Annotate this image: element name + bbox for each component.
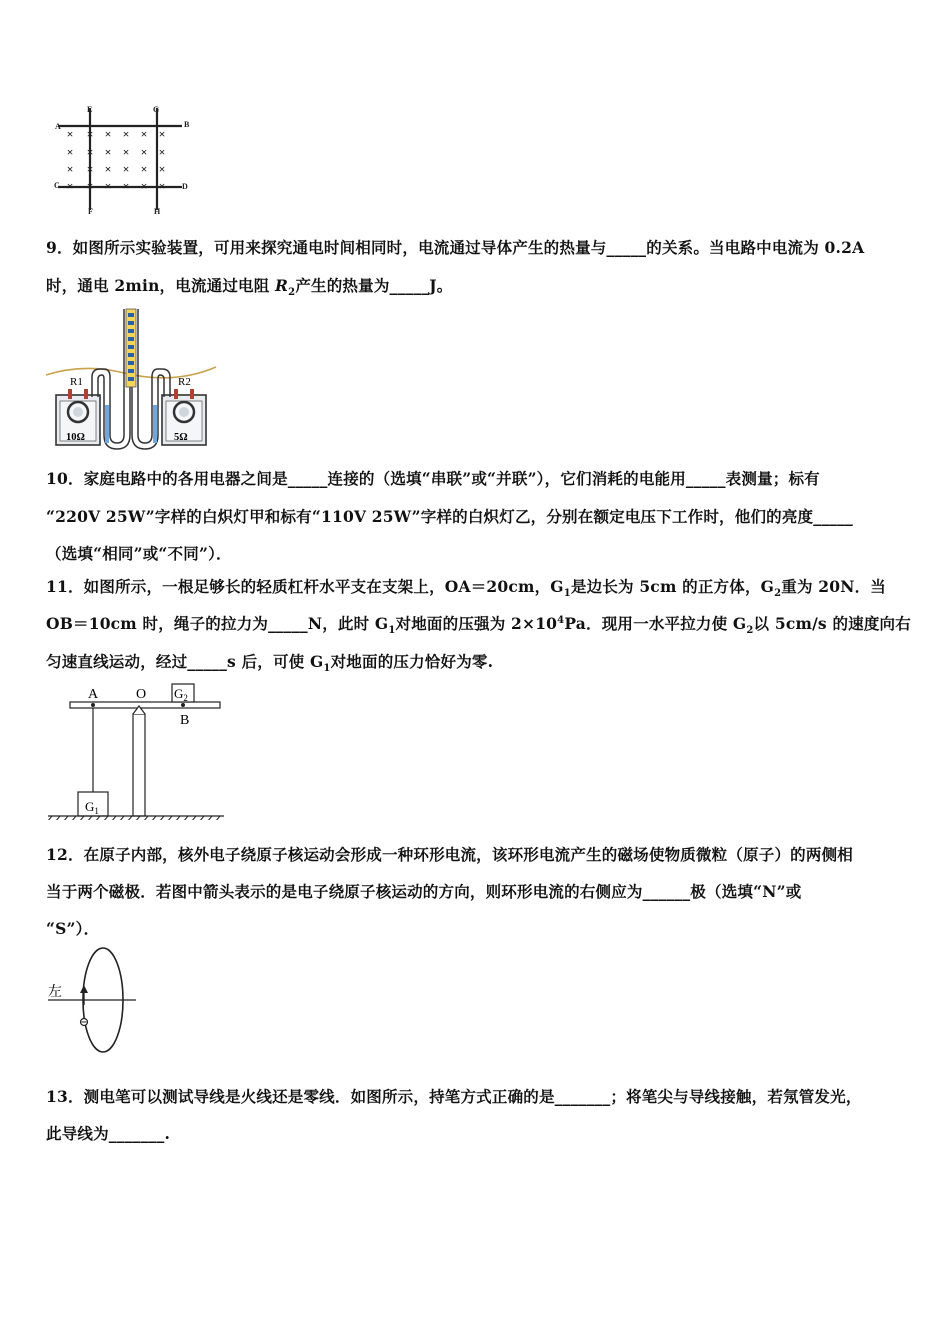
fig1-label-e: E [87,105,93,114]
svg-text:×: × [66,179,74,193]
lever-label-b: B [180,713,190,728]
fig1-label-a: A [55,122,61,131]
q10-line-2: “220V 25W”字样的白炽灯甲和标有“110V 25W”字样的白炽灯乙，分别在额定电压下工作时，他们的亮度_____ [46,507,853,526]
svg-text:×: × [158,179,166,193]
lever-label-o: O [136,687,147,702]
q9-line-1: 9．如图所示实验装置，可用来探究通电时间相同时，电流通过导体产生的热量与_____的关系。当电路中电流为 0.2A [46,238,865,257]
svg-text:×: × [122,127,130,141]
svg-text:×: × [140,179,148,193]
q10-line-1: 10．家庭电路中的各用电器之间是_____连接的（选填“串联”或“并联”），它们消耗的电能用_____表测量；标有 [46,469,820,488]
q11-line-2: OB＝10cm 时，绳子的拉力为_____N，此时 $G_1$对地面的压强为 $2\times 10^4Pa$．现用一水平拉力使 $G_2$以 5cm/s 的速度向右 [46,614,911,637]
joule-heating-figure [44,305,219,450]
fig-5ohm-label: 5Ω [174,432,188,443]
q12-line-2: 当于两个磁极．若图中箭头表示的是电子绕原子核运动的方向，则环形电流的右侧应为______极（选填“N”或 [46,882,802,901]
fig-r2-label: R2 [178,376,191,388]
q12-line-3: “S”）． [46,919,100,938]
fig1-label-d: D [182,182,188,191]
svg-text:×: × [158,145,166,159]
q11-line-3: 匀速直线运动，经过_____s 后，可使 $G_1$对地面的压力恰好为零. [46,652,494,675]
svg-text:×: × [86,127,94,141]
svg-text:×: × [66,127,74,141]
svg-text:×: × [104,127,112,141]
svg-text:×: × [140,127,148,141]
svg-text:×: × [122,162,130,176]
magnetic-field-figure [50,100,195,218]
svg-text:×: × [86,179,94,193]
q10-line-3: （选填“相同”或“不同”）． [46,544,232,563]
q13-line-2: 此导线为_______. [46,1124,171,1143]
svg-text:×: × [104,162,112,176]
svg-text:×: × [66,145,74,159]
svg-text:×: × [158,162,166,176]
svg-text:×: × [140,162,148,176]
ring-label-left: 左 [48,985,62,1000]
ring-current-figure [44,945,144,1060]
fig1-label-g: G [153,105,160,114]
q11-line-1: 11．如图所示，一根足够长的轻质杠杆水平支在支架上，OA＝20cm，$G_1$是边长为 5cm 的正方体，$G_2$重为 20N．当 [46,577,886,600]
fig-10ohm-label: 10Ω [66,432,85,443]
fig1-label-f: F [88,207,93,216]
lever-label-g2: $G_2$ [174,686,188,703]
fig1-label-b: B [184,120,190,129]
svg-text:×: × [86,145,94,159]
svg-text:×: × [122,179,130,193]
lever-label-g1: $G_1$ [85,799,99,816]
fig1-label-h: H [154,207,161,216]
q12-line-1: 12．在原子内部，核外电子绕原子核运动会形成一种环形电流，该环形电流产生的磁场使物质微粒（原子）的两侧相 [46,845,853,864]
lever-figure [44,680,229,820]
lever-label-a: A [88,687,99,702]
svg-text:×: × [140,145,148,159]
svg-text:×: × [122,145,130,159]
svg-text:×: × [86,162,94,176]
q9-line-2: 时，通电 2min，电流通过电阻 $R_2$产生的热量为_____J。 [46,276,453,299]
svg-text:×: × [104,179,112,193]
q13-line-1: 13．测电笔可以测试导线是火线还是零线．如图所示，持笔方式正确的是_______；将笔尖与导线接触，若氖管发光， [46,1087,862,1106]
svg-text:×: × [158,127,166,141]
svg-text:×: × [66,162,74,176]
svg-text:×: × [104,145,112,159]
fig-r1-label: R1 [70,376,83,388]
fig1-label-c: C [54,181,60,190]
